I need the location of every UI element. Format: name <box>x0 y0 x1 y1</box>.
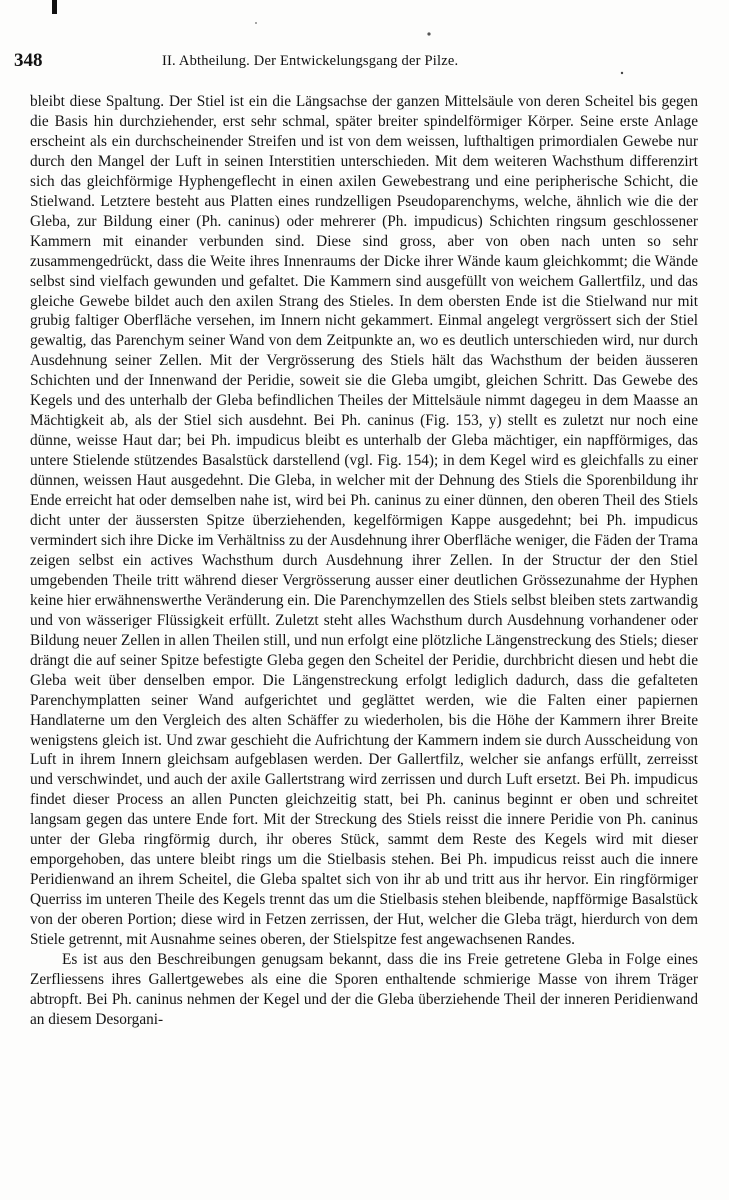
page-header <box>14 50 699 76</box>
running-title: II. Abtheilung. Der Entwickelungsgang der Pilze. <box>162 53 459 69</box>
paragraph: Es ist aus den Beschreibungen genugsam bekannt, dass die ins Freie getretene Gleba in Folge eines Zerfliessens ihres Gallertgewebes als eine die Sporen enthaltende schmierige Masse von ihrem Träger abtropft. Bei Ph. caninus nehmen der Kegel und der die Gleba überziehende Theil der inneren Peridienwand an diesem Desorgani- <box>30 950 698 1028</box>
top-ink-mark <box>52 0 57 14</box>
ink-speck <box>255 22 257 24</box>
body-text <box>30 92 698 1030</box>
paragraph: bleibt diese Spaltung. Der Stiel ist ein die Längsachse der ganzen Mittelsäule von deren Scheitel bis gegen die Basis hin durchziehender, erst sehr schmal, später breiter spindelförmiger Körper. Seine erste Anlage erscheint als ein durchscheinender Streifen und ist von dem weissen, lufthaltigen primordialen Gewebe nur durch den Mangel der Luft in seinen Interstitien unterschieden. Mit dem weiteren Wachsthum differenzirt sich das gleichförmige Hyphengeflecht in einen axilen Gewebestrang und eine peripherische Schicht, die Stielwand. Letztere besteht aus Platten eines rundzelligen Pseudoparenchyms, welche, ähnlich wie die der Gleba, zur Bildung einer (Ph. caninus) oder mehrerer (Ph. impudicus) Schichten ringsum geschlossener Kammern mit einander verbunden sind. Diese sind gross, aber von oben nach unten so sehr zusammengedrückt, dass die Weite ihres Innenraums der Dicke ihrer Wände kaum gleichkommt; die Wände selbst sind vielfach gewunden und gefaltet. Die Kammern sind ausgefüllt von weichem Gallertfilz, und das gleiche Gewebe bildet auch den axilen Strang des Stieles. In dem obersten Ende ist die Stielwand nur mit grubig faltiger Oberfläche versehen, im Innern nicht gekammert. Einmal angelegt vergrössert sich der Stiel gewaltig, das Parenchym seiner Wand von dem Zeitpunkte an, wo es deutlich unterschieden wird, nur durch Ausdehnung seiner Zellen. Mit der Vergrösserung des Stiels hält das Wachsthum der beiden äusseren Schichten und der Innenwand der Peridie, soweit sie die Gleba umgibt, gleichen Schritt. Das Gewebe des Kegels und des unterhalb der Gleba befindlichen Theiles der Mittelsäule nimmt dagegeu in dem Maasse an Mächtigkeit ab, als der Stiel sich ausdehnt. Bei Ph. caninus (Fig. 153, y) stellt es zuletzt nur noch eine dünne, weisse Haut dar; bei Ph. impudicus bleibt es unterhalb der Gleba mächtiger, ein napfförmiges, das untere Stielende stützendes Basalstück darstellend (vgl. Fig. 154); in dem Kegel wird es gleichfalls zu einer dünnen, weissen Haut ausgedehnt. Die Gleba, in welcher mit der Dehnung des Stiels die Sporenbildung ihr Ende erreicht hat oder demselben nahe ist, wird bei Ph. caninus zu einer dünnen, den oberen Theil des Stiels dicht unter der äussersten Spitze überziehenden, kegelförmigen Kappe ausgedehnt; bei Ph. impudicus vermindert sich ihre Dicke im Verhältniss zu der Ausdehnung ihrer Oberfläche weniger, die Fäden der Trama zeigen selbst ein actives Wachsthum durch Ausdehnung ihrer Zellen. In der Structur der den Stiel umgebenden Theile tritt während dieser Vergrösserung ausser einer deutlichen Grössezunahme der Hyphen keine hier erwähnenswerthe Veränderung ein. Die Parenchymzellen des Stiels selbst bleiben stets zartwandig und von wässeriger Flüssigkeit erfüllt. Zuletzt steht alles Wachsthum durch Ausdehnung vorhandener oder Bildung neuer Zellen in allen Theilen still, und nun erfolgt eine plötzliche Längenstreckung des Stiels; dieser drängt die auf seiner Spitze befestigte Gleba gegen den Scheitel der Peridie, durchbricht diesen und hebt die Gleba weit über denselben empor. Die Längenstreckung erfolgt lediglich dadurch, dass die gefalteten Parenchymplatten seiner Wand aufgerichtet und geglättet werden, wie die Falten einer papiernen Handlaterne um den Vergleich des alten Schäffer zu wiederholen, bis die Höhe der Kammern ihrer Breite wenigstens gleich ist. Und zwar geschieht die Aufrichtung der Kammern indem sie durch Ausscheidung von Luft in ihrem Innern gleichsam aufgeblasen werden. Der Gallertfilz, welcher sie anfangs erfüllt, zerreisst und verschwindet, und auch der axile Gallertstrang wird zerrissen und durch Luft ersetzt. Bei Ph. impudicus findet dieser Process an allen Puncten gleichzeitig statt, bei Ph. caninus beginnt er oben und schreitet langsam gegen das untere Ende fort. Mit der Streckung des Stiels reisst die innere Peridie von Ph. caninus unter der Gleba ringförmig durch, ihr oberes Stück, sammt dem Reste des Kegels wird mit dieser emporgehoben, das untere bleibt rings um die Stielbasis stehen. Bei Ph. impudicus reisst auch die innere Peridienwand an ihrem Scheitel, die Gleba spaltet sich von ihr ab und tritt aus ihr hervor. Ein ringförmiger Querriss im unteren Theile des Kegels trennt das um die Stielbasis stehen bleibende, napfförmige Basalstück von der oberen Portion; diese wird in Fetzen zerrissen, der Hut, welcher die Gleba trägt, hierdurch von dem Stiele getrennt, mit Ausnahme seines oberen, der Stielspitze fest angewachsenen Randes. <box>30 93 698 949</box>
page-number: 348 <box>14 50 43 71</box>
ink-speck <box>427 32 430 35</box>
